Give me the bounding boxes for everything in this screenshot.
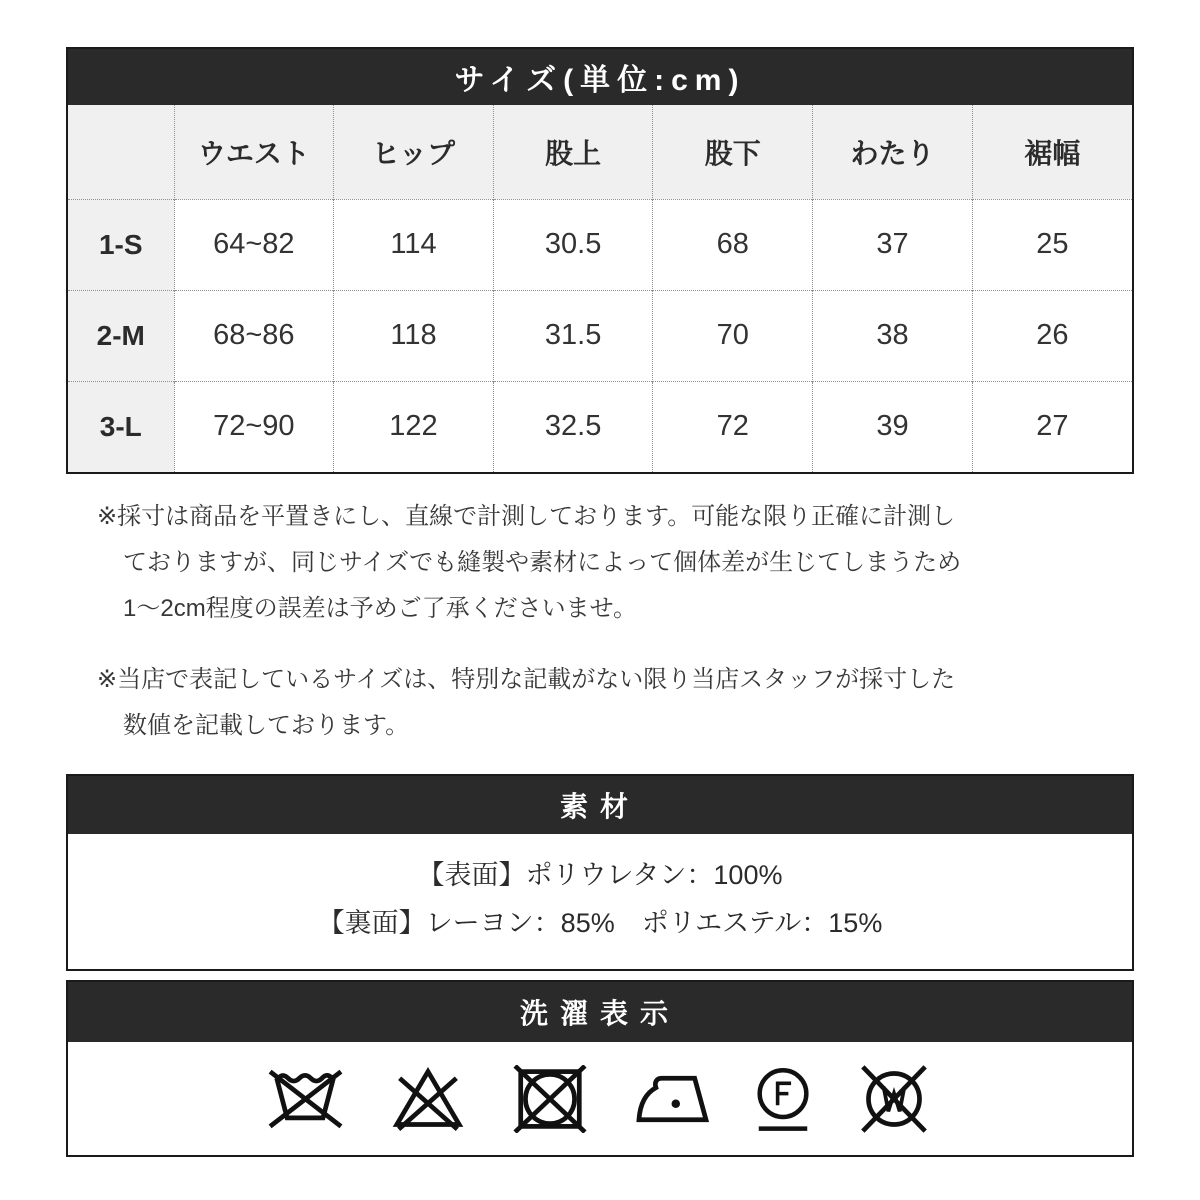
note-line: 1〜2cm程度の誤差は予めご了承くださいませ。 <box>123 595 637 622</box>
corner-cell <box>68 105 174 199</box>
store-size-note <box>97 657 1142 749</box>
note-line: ておりますが、同じサイズでも縫製や素材によって個体差が生じてしまうため <box>123 549 962 576</box>
cell-3l-waist: 72~90 <box>174 381 334 472</box>
cell-2m-waist: 68~86 <box>174 290 334 381</box>
material-surface-line: 【表面】ポリウレタン：100% <box>417 860 783 890</box>
cell-1s-inseam: 68 <box>653 199 813 290</box>
row-label: 1-S <box>68 199 174 290</box>
dry-clean-F-icon <box>754 1064 812 1134</box>
size-table-title-bar <box>68 49 1132 105</box>
cell-2m-hem: 26 <box>972 290 1132 381</box>
row-label: 2-M <box>68 290 174 381</box>
washing-title: 洗濯表示 <box>519 998 680 1029</box>
material-title-bar <box>68 776 1132 834</box>
laundry-symbols-row <box>68 1042 1132 1155</box>
cell-1s-thigh: 37 <box>813 199 973 290</box>
cell-1s-hip: 114 <box>334 199 494 290</box>
size-table <box>68 105 1132 472</box>
table-row-1s <box>68 199 1132 290</box>
do-not-wet-clean-icon <box>854 1065 934 1133</box>
cell-3l-rise: 32.5 <box>493 381 653 472</box>
size-table-header-row <box>68 105 1132 199</box>
cell-3l-inseam: 72 <box>653 381 813 472</box>
note-line: 数値を記載しております。 <box>123 712 410 739</box>
washing-title-bar <box>68 982 1132 1042</box>
column-header-waist: ウエスト <box>174 105 334 199</box>
column-header-thigh: わたり <box>813 105 973 199</box>
measurement-note <box>97 494 1142 632</box>
cell-2m-hip: 118 <box>334 290 494 381</box>
cell-2m-thigh: 38 <box>813 290 973 381</box>
cell-1s-hem: 25 <box>972 199 1132 290</box>
material-lining-line: 【裏面】レーヨン：85% ポリエステル：15% <box>317 908 883 938</box>
cell-3l-thigh: 39 <box>813 381 973 472</box>
cell-3l-hip: 122 <box>334 381 494 472</box>
material-title: 素材 <box>559 791 640 822</box>
material-section <box>66 774 1134 971</box>
cell-1s-waist: 64~82 <box>174 199 334 290</box>
do-not-wash-icon <box>266 1065 346 1133</box>
iron-low-temp-icon <box>632 1065 712 1133</box>
cell-1s-rise: 30.5 <box>493 199 653 290</box>
size-table-section <box>66 47 1134 474</box>
row-label: 3-L <box>68 381 174 472</box>
note-line: ※当店で表記しているサイズは、特別な記載がない限り当店スタッフが採寸した <box>97 666 956 693</box>
column-header-rise: 股上 <box>493 105 653 199</box>
size-table-title: サイズ(単位:cm) <box>454 64 746 97</box>
do-not-bleach-icon <box>388 1065 468 1133</box>
material-content <box>68 834 1132 969</box>
cell-2m-inseam: 70 <box>653 290 813 381</box>
table-row-3l <box>68 381 1132 472</box>
washing-section <box>66 980 1134 1157</box>
cell-2m-rise: 31.5 <box>493 290 653 381</box>
do-not-tumble-dry-icon <box>510 1065 590 1133</box>
column-header-hem: 裾幅 <box>972 105 1132 199</box>
cell-3l-hem: 27 <box>972 381 1132 472</box>
column-header-inseam: 股下 <box>653 105 813 199</box>
column-header-hip: ヒップ <box>334 105 494 199</box>
note-line: ※採寸は商品を平置きにし、直線で計測しております。可能な限り正確に計測し <box>97 503 956 530</box>
table-row-2m <box>68 290 1132 381</box>
